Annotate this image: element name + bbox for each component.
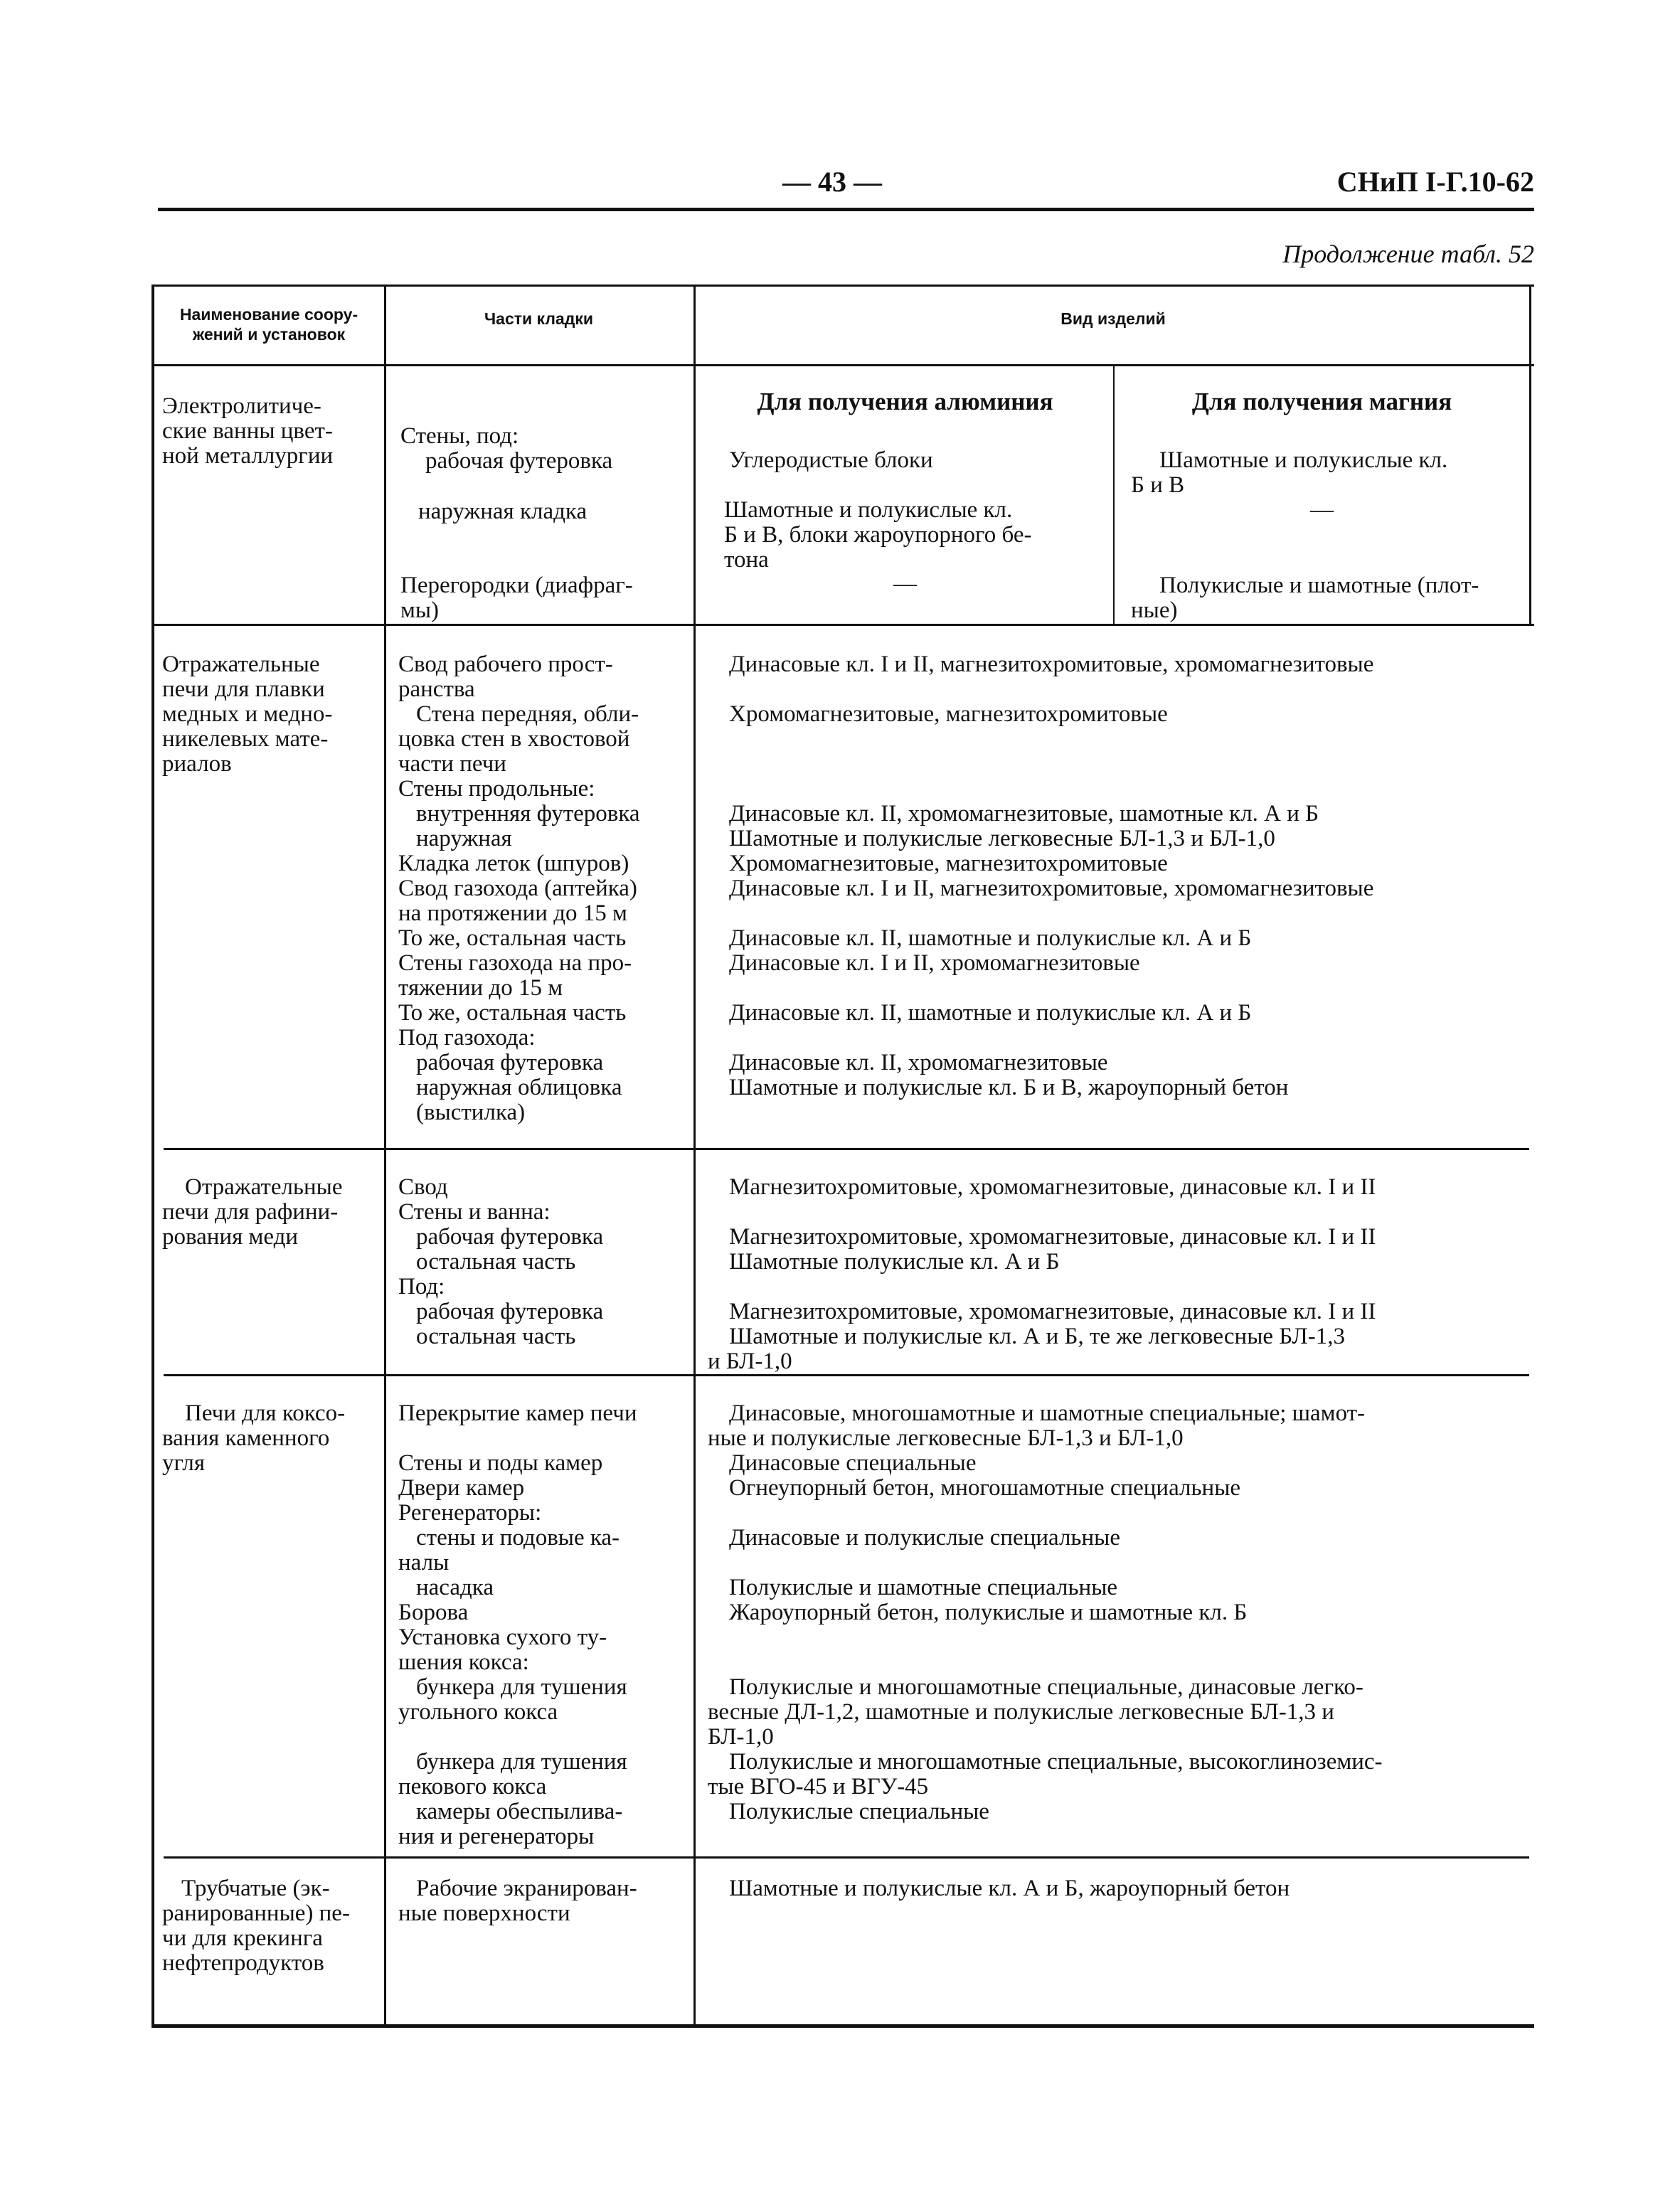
parts-line: Стены продольные: — [398, 776, 595, 802]
row-divider-1 — [151, 624, 1534, 626]
products-line — [729, 1200, 1376, 1225]
products-line: тые ВГО-45 и ВГУ-45 — [708, 1774, 929, 1799]
parts-line — [398, 1426, 637, 1451]
products-line: Шамотные и полукислые легковесные БЛ-1,3 и БЛ-1,0 — [729, 826, 1275, 851]
aluminum-line: Б и В, блоки жароупорного бе- — [724, 522, 1032, 548]
parts-line: То же, остальная часть — [398, 925, 627, 951]
products-line: Динасовые кл. I и II, хромомагнезитовые — [729, 950, 1140, 976]
products-line: Полукислые специальные — [729, 1799, 989, 1824]
parts-line: Стены, под: — [400, 423, 519, 449]
parts-line: налы — [398, 1550, 450, 1575]
products-line: Магнезитохромитовые, хромомагнезитовые, динасовые кл. I и II — [729, 1174, 1376, 1200]
parts-line: тяжении до 15 м — [398, 975, 563, 1001]
parts-line: наружная кладка — [418, 499, 588, 524]
products-line — [729, 727, 1373, 752]
parts-line: (выстилка) — [416, 1100, 526, 1125]
products-line: Хромомагнезитовые, магнезитохромитовые — [729, 851, 1168, 876]
parts-line: угольного кокса — [398, 1699, 558, 1725]
parts-coke-ovens — [398, 1401, 637, 1849]
products-line: Динасовые специальные — [729, 1450, 977, 1476]
products-line — [729, 1026, 1373, 1051]
parts-line: части печи — [398, 751, 506, 777]
parts-partitions — [400, 573, 633, 623]
parts-line: Свод — [398, 1174, 448, 1200]
parts-line: Двери камер — [398, 1475, 525, 1501]
magnesium-line: Шамотные и полукислые кл. — [1159, 447, 1448, 473]
products-line: ные и полукислые легковесные БЛ-1,3 и БЛ-1,0 — [708, 1425, 1184, 1451]
parts-line: Стены газохода на про- — [398, 950, 632, 976]
parts-line: шения кокса: — [398, 1649, 529, 1675]
table-bottom-border — [151, 2024, 1534, 2028]
column-header-name — [158, 304, 380, 344]
table-continuation-label: Продолжение табл. 52 — [1282, 240, 1534, 268]
column-header-name-line: жений и установок — [192, 325, 346, 344]
column-header-products: Вид изделий — [1060, 309, 1166, 328]
products-line — [729, 1650, 1383, 1675]
parts-line: рабочая футеровка — [416, 1299, 604, 1324]
parts-line: Стены и поды камер — [398, 1450, 603, 1476]
products-line: Жароупорный бетон, полукислые и шамотные кл. Б — [729, 1600, 1248, 1625]
products-line — [729, 1275, 1376, 1299]
parts-line: наружная — [416, 826, 512, 851]
row-divider-4 — [164, 1856, 1529, 1859]
products-line: Динасовые кл. I и II, магнезитохромитовые, хромомагнезитовые — [729, 876, 1374, 901]
parts-tubular-furnaces — [398, 1876, 637, 1926]
products-line — [729, 777, 1373, 802]
products-line: Полукислые и многошамотные специальные, высокоглиноземис- — [729, 1749, 1383, 1775]
products-line: Динасовые кл. II, хромомагнезитовые, шамотные кл. А и Б — [729, 801, 1319, 826]
row-name-line: Печи для коксо- — [185, 1400, 346, 1426]
parts-line: бункера для тушения — [416, 1674, 627, 1700]
parts-line: Под газохода: — [398, 1025, 536, 1051]
products-tubular-furnaces — [729, 1876, 1290, 1901]
products-line: Динасовые, многошамотные и шамотные специальные; шамот- — [729, 1400, 1366, 1426]
parts-line: цовка стен в хвостовой — [398, 726, 630, 752]
parts-line: Стены и ванна: — [398, 1199, 551, 1225]
products-line: Шамотные и полукислые кл. А и Б, те же легковесные БЛ-1,3 — [729, 1324, 1346, 1349]
products-line: Шамотные полукислые кл. А и Б — [729, 1249, 1060, 1275]
row-name-copper-refining — [162, 1174, 343, 1250]
magnesium-working-lining — [1131, 448, 1447, 498]
products-line: Шамотные и полукислые кл. Б и В, жароупорный бетон — [729, 1075, 1289, 1100]
row-name-line: рования меди — [162, 1224, 299, 1250]
parts-line: насадка — [416, 1575, 494, 1600]
parts-line: Регенераторы: — [398, 1500, 542, 1526]
row-name-line: риалов — [162, 751, 232, 777]
parts-line: стены и подовые ка- — [416, 1525, 620, 1551]
aluminum-dash: — — [893, 571, 917, 597]
row-name-tubular-furnaces — [162, 1876, 350, 1976]
parts-electrolytic-baths — [400, 424, 612, 474]
products-reverberatory-smelting — [729, 652, 1373, 1125]
products-line: Хромомагнезитовые, магнезитохромитовые — [729, 701, 1168, 727]
page-number: — 43 — — [782, 166, 882, 198]
parts-line: рабочая футеровка — [416, 1050, 604, 1075]
parts-line: ные поверхности — [398, 1900, 570, 1926]
parts-line: Борова — [398, 1600, 469, 1625]
parts-line: камеры обеспылива- — [416, 1799, 623, 1824]
parts-line — [398, 1725, 637, 1750]
products-line: Магнезитохромитовые, хромомагнезитовые, динасовые кл. I и II — [729, 1224, 1376, 1250]
aluminum-outer-masonry — [724, 498, 1031, 573]
parts-line: ранства — [398, 676, 475, 702]
parts-line: Стена передняя, обли- — [416, 701, 639, 727]
header-rule — [158, 208, 1534, 211]
row-name-coke-ovens — [162, 1400, 346, 1476]
row-name-line: Отражательные — [162, 652, 320, 677]
parts-line: Рабочие экранирован- — [416, 1876, 637, 1901]
subheader-aluminum: Для получения алюминия — [757, 388, 1053, 415]
row-name-line: медных и медно- — [162, 701, 333, 727]
parts-line: внутренняя футеровка — [416, 801, 640, 826]
magnesium-dash: — — [1310, 497, 1334, 523]
products-line — [729, 677, 1373, 702]
row-divider-3 — [164, 1374, 1529, 1376]
parts-line: мы) — [400, 597, 440, 623]
products-line: Полукислые и шамотные специальные — [729, 1575, 1118, 1600]
aluminum-line: тона — [724, 547, 769, 573]
products-line — [729, 1551, 1383, 1575]
magnesium-line: ные) — [1131, 597, 1178, 623]
magnesium-line: Полукислые и шамотные (плот- — [1159, 573, 1479, 598]
parts-line: Перегородки (диафраг- — [400, 573, 633, 598]
parts-line: пекового кокса — [398, 1774, 547, 1799]
products-line: и БЛ-1,0 — [708, 1349, 792, 1374]
products-copper-refining — [708, 1174, 1376, 1374]
table-top-border — [151, 285, 1534, 287]
magnesium-line: Б и В — [1131, 472, 1185, 498]
row-name-line: чи для крекинга — [162, 1925, 323, 1951]
products-line: Огнеупорный бетон, многошамотные специальные — [729, 1475, 1241, 1501]
parts-line: бункера для тушения — [416, 1749, 627, 1775]
document-code: СНиП I-Г.10-62 — [1336, 166, 1534, 198]
products-line: Полукислые и многошамотные специальные, динасовые легко- — [729, 1674, 1363, 1700]
aluminum-line: Углеродистые блоки — [729, 447, 933, 473]
row-name-line: вания каменного — [162, 1425, 330, 1451]
parts-line: Установка сухого ту- — [398, 1625, 607, 1650]
parts-line: Свод рабочего прост- — [398, 652, 613, 677]
parts-line: остальная часть — [416, 1324, 576, 1349]
header-row-divider — [151, 364, 1534, 366]
parts-line: Под: — [398, 1274, 445, 1299]
products-line: Магнезитохромитовые, хромомагнезитовые, динасовые кл. I и II — [729, 1299, 1376, 1324]
parts-line: на протяжении до 15 м — [398, 900, 627, 926]
column-divider-1 — [384, 285, 386, 2027]
products-line — [729, 976, 1373, 1001]
row-name-line: ной металлургии — [162, 443, 334, 469]
products-line — [729, 752, 1373, 777]
column-header-name-line: Наименование соору- — [179, 305, 358, 324]
magnesium-partitions — [1131, 573, 1479, 623]
products-line — [729, 1625, 1383, 1650]
row-name-line: печи для плавки — [162, 676, 325, 702]
parts-line: ния и регенераторы — [398, 1824, 595, 1849]
parts-line: То же, остальная часть — [398, 1000, 627, 1026]
row-name-line: Отражательные — [185, 1174, 343, 1200]
subheader-magnesium: Для получения магния — [1191, 388, 1452, 415]
aluminum-line: Шамотные и полукислые кл. — [724, 497, 1013, 523]
row-name-line: угля — [162, 1450, 206, 1476]
row-name-line: нефтепродуктов — [162, 1950, 324, 1976]
products-line — [729, 1100, 1373, 1125]
products-line: БЛ-1,0 — [708, 1724, 774, 1750]
row-divider-2 — [164, 1148, 1529, 1150]
table-right-border — [1529, 285, 1531, 626]
row-name-line: Трубчатые (эк- — [181, 1876, 330, 1901]
row-name-line: печи для рафини- — [162, 1199, 339, 1225]
parts-line: Свод газохода (аптейка) — [398, 876, 637, 901]
parts-line: остальная часть — [416, 1249, 576, 1275]
products-line — [729, 901, 1373, 926]
parts-line: наружная облицовка — [416, 1075, 622, 1100]
parts-line: Перекрытие камер печи — [398, 1400, 637, 1426]
row-name-line: ранированные) пе- — [162, 1900, 350, 1926]
products-line — [729, 1824, 1383, 1849]
row-name-reverberatory-smelting — [162, 652, 332, 777]
products-line: Динасовые кл. I и II, магнезитохромитовые, хромомагнезитовые — [729, 652, 1374, 677]
products-line: весные ДЛ-1,2, шамотные и полукислые легковесные БЛ-1,3 и — [708, 1699, 1334, 1725]
products-line: Динасовые кл. II, хромомагнезитовые — [729, 1050, 1108, 1075]
parts-line: рабочая футеровка — [416, 1224, 604, 1250]
products-line — [729, 1501, 1383, 1526]
column-header-parts: Части кладки — [484, 309, 593, 328]
products-line: Динасовые и полукислые специальные — [729, 1525, 1120, 1551]
products-line: Динасовые кл. II, шамотные и полукислые кл. А и Б — [729, 1000, 1252, 1026]
parts-reverberatory-smelting — [398, 652, 640, 1125]
products-coke-ovens — [708, 1400, 1383, 1849]
column-divider-2 — [693, 285, 696, 2027]
parts-line: Кладка леток (шпуров) — [398, 851, 629, 876]
row-name-line: Электролитиче- — [162, 393, 321, 419]
row-name-electrolytic-baths — [162, 394, 333, 469]
products-line: Динасовые кл. II, шамотные и полукислые кл. А и Б — [729, 925, 1252, 951]
row-name-line: ские ванны цвет- — [162, 418, 333, 444]
parts-line: рабочая футеровка — [425, 448, 613, 474]
table-left-border — [151, 285, 154, 2027]
parts-copper-refining — [398, 1175, 603, 1349]
products-line: Шамотные и полукислые кл. А и Б, жароупорный бетон — [729, 1876, 1290, 1901]
row-name-line: никелевых мате- — [162, 726, 329, 752]
